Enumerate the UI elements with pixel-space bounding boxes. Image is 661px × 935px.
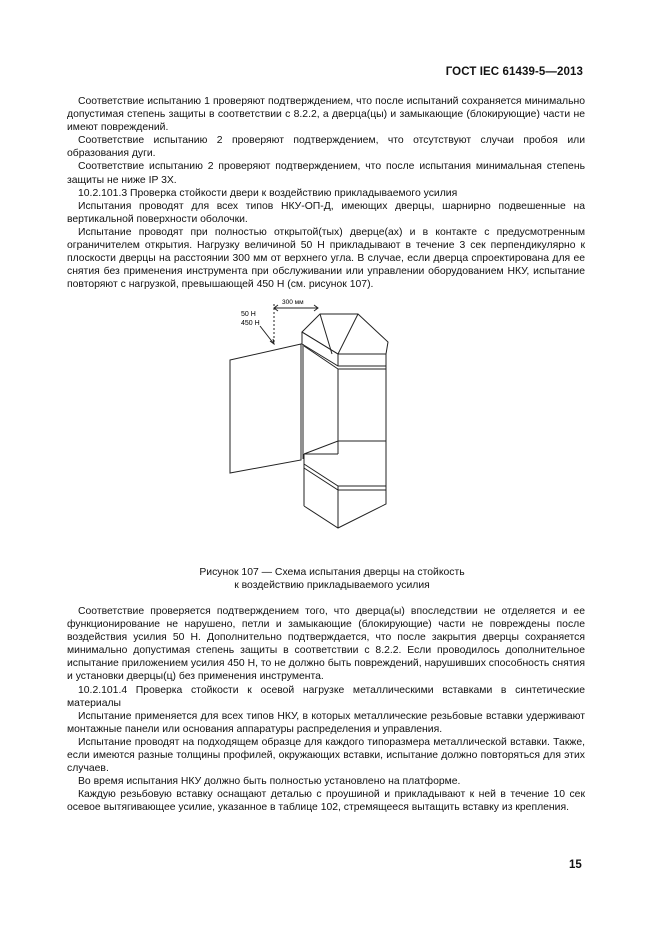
paragraph: Испытание проводят при полностью открытой(тых) дверце(ах) и в контакте с предусмотренным ограничителем открытия. Нагрузку величиной 50 Н прикладывают в течение 3 сек перпендикулярно к плоскости дверцы на расстоянии 300 мм от верхнего угла. В случае, если дверца спроектирована для ее снятия без применения инструмента при обслуживании или управлении оборудованием НКУ, испытание повторяют с нагрузкой, превышающей 450 Н (см. рисунок 107). (67, 226, 585, 291)
page-number: 15 (569, 859, 582, 871)
paragraph: Во время испытания НКУ должно быть полностью установлено на платформе. (78, 776, 461, 788)
figure-107 (220, 296, 420, 544)
caption-line: к воздействию прикладываемого усилия (234, 580, 430, 592)
force-arrow (260, 326, 274, 344)
document-header: ГОСТ IEC 61439-5—2013 (445, 66, 583, 78)
paragraph: Каждую резьбовую вставку оснащают деталью с проушиной и прикладывают к ней в течение 10 сек осевое вытягивающее усилие, указанное в таблице 102, стремящееся вытащить вставку из крепления. (67, 789, 585, 814)
cabinet-door-diagram (220, 296, 420, 544)
caption-line: Рисунок 107 — Схема испытания дверцы на стойкость (199, 567, 465, 578)
section-heading: 10.2.101.3 Проверка стойкости двери к воздействию прикладываемого усилия (78, 187, 458, 199)
paragraph: Соответствие испытанию 1 проверяют подтверждением, что после испытаний сохраняется минимально допустимая степень защиты в соответствии с 8.2.2, а дверца(цы) и замыкающие (блокирующие) части не имеют повреждений. (67, 96, 585, 134)
paragraph: Испытание проводят на подходящем образце для каждого типоразмера металлической вставки. Также, если имеются разные толщины профилей, окружающих вставки, испытание должно повторяться для этих случаев. (67, 736, 585, 775)
cabinet-roof (302, 314, 388, 354)
label-300mm: 300 мм (282, 299, 304, 306)
paragraph: Соответствие проверяется подтверждением того, что дверца(ы) впоследствии не отделяется и ее функционирование не нарушено, петли и замыкающие (блокирующие) части не повреждены после воздействия усилия 50 Н. Дополнительно подтверждается, что после закрытия дверцы сохраняется минимально допустимая степень защиты в соответствии с 8.2.2. Если проводилось дополнительное испытание приложением усилия 450 Н, то не должно быть повреждений, нарушивших способность снятия и установки дверцы(ц) без применения инструмента. (67, 606, 585, 683)
paragraph: Испытание применяется для всех типов НКУ, в которых металлические резьбовые вставки удерживают монтажные панели или основания аппаратуры распределения и управления. (67, 710, 585, 735)
label-50n: 50 Н (241, 311, 256, 318)
door-panel (230, 344, 301, 473)
paragraph: Испытания проводят для всех типов НКУ-ОП-Д, имеющих дверцы, шарнирно подвешенные на вертикальной поверхности оболочки. (67, 200, 585, 225)
section-heading: 10.2.101.4 Проверка стойкости к осевой нагрузке металлическими вставками в синтетические материалы (67, 684, 585, 709)
label-450n: 450 Н (241, 320, 260, 327)
paragraph: Соответствие испытанию 2 проверяют подтверждением, что после испытания минимальная степень защиты не ниже IP 3X. (67, 161, 585, 186)
paragraph: Соответствие испытанию 2 проверяют подтверждением, что отсутствуют случаи пробоя или образования дуги. (67, 135, 585, 160)
text-block-top (67, 95, 585, 291)
figure-caption (67, 566, 597, 592)
text-block-bottom (67, 605, 585, 815)
